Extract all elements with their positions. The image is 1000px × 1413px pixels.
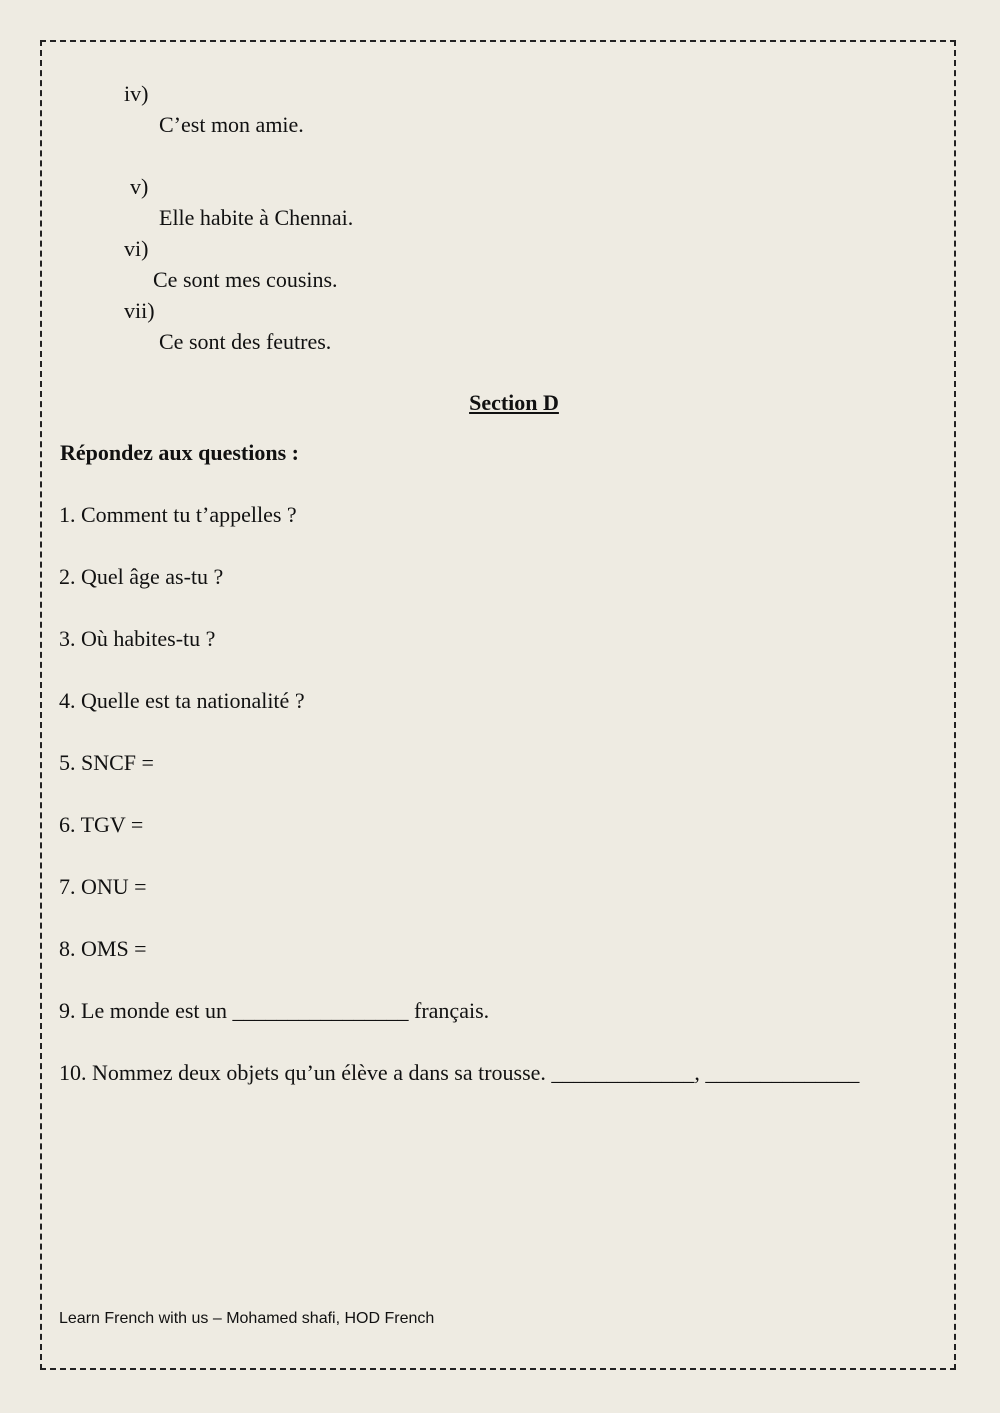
question-2: 2. Quel âge as-tu ? (59, 564, 224, 589)
section-title: Section D (469, 390, 559, 415)
item-sentence-vi: Ce sont mes cousins. (153, 267, 338, 292)
question-3: 3. Où habites-tu ? (59, 626, 216, 651)
question-8: 8. OMS = (59, 936, 147, 961)
item-sentence-iv: C’est mon amie. (159, 112, 304, 137)
question-9: 9. Le monde est un ________________ français. (59, 998, 490, 1023)
item-sentence-v: Elle habite à Chennai. (159, 205, 354, 230)
item-numeral-vii: vii) (124, 298, 155, 323)
question-6: 6. TGV = (59, 812, 144, 837)
item-numeral-vi: vi) (124, 236, 149, 261)
question-1: 1. Comment tu t’appelles ? (59, 502, 297, 527)
question-4: 4. Quelle est ta nationalité ? (59, 688, 305, 713)
page-footer: Learn French with us – Mohamed shafi, HOD French (59, 1310, 435, 1327)
question-7: 7. ONU = (59, 874, 147, 899)
question-5: 5. SNCF = (59, 750, 154, 775)
section-instruction: Répondez aux questions : (60, 440, 299, 465)
item-sentence-vii: Ce sont des feutres. (159, 329, 332, 354)
item-numeral-v: v) (130, 174, 149, 199)
question-10: 10. Nommez deux objets qu’un élève a dans sa trousse. _____________, ______________ (59, 1060, 860, 1085)
item-numeral-iv: iv) (124, 81, 149, 106)
